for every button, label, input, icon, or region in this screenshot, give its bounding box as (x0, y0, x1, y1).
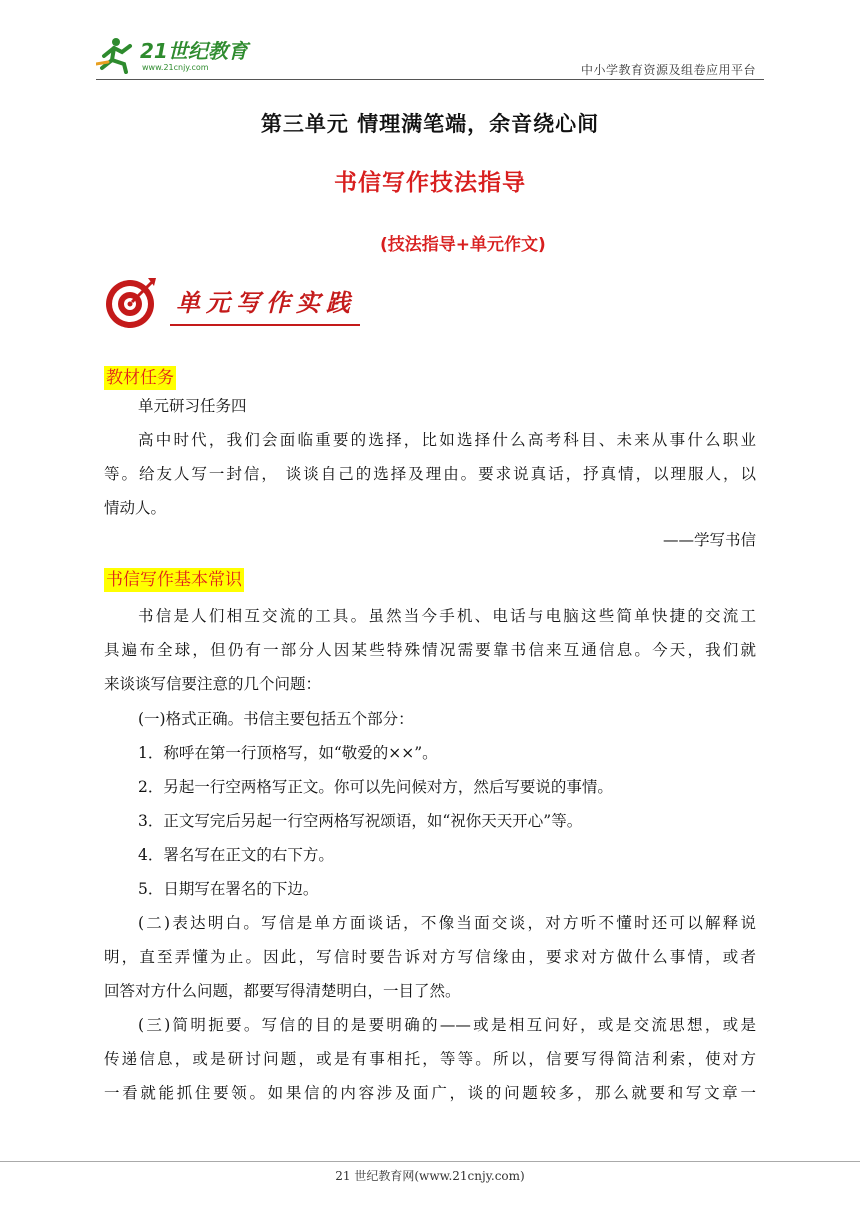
banner-underline (170, 324, 360, 326)
brevity-line-2: 传递信息，或是研讨问题，或是有事相托，等等。所以，信要写得简洁利索，使对方 (104, 1050, 756, 1068)
format-item-5: 5．日期写在署名的下边。 (138, 880, 319, 898)
format-item-4: 4．署名写在正文的右下方。 (138, 846, 334, 864)
task-line-3: 情动人。 (104, 499, 167, 517)
logo-url: www.21cnjy.com (142, 63, 209, 72)
format-item-1: 1．称呼在第一行顶格写，如“敬爱的××”。 (138, 744, 438, 762)
intro-line-3: 来谈谈写信要注意的几个问题： (104, 675, 322, 693)
task-line-1: 高中时代，我们会面临重要的选择，比如选择什么高考科目、未来从事什么职业 (138, 431, 756, 449)
banner-title: 单元写作实践 (176, 289, 356, 317)
task-source: ——学写书信 (662, 531, 756, 549)
footer-text: 21 世纪教育网(www.21cnjy.com) (335, 1169, 525, 1183)
clarity-line-3: 回答对方什么问题，都要写得清楚明白，一目了然。 (104, 982, 461, 1000)
lesson-title: 书信写作技法指导 (334, 170, 526, 196)
runner-icon (96, 38, 130, 72)
site-logo (96, 34, 266, 76)
intro-line-1: 书信是人们相互交流的工具。虽然当今手机、电话与电脑这些简单快捷的交流工 (138, 607, 756, 625)
unit-title: 第三单元 情理满笔端，余音绕心间 (260, 112, 600, 136)
clarity-line-1: (二)表达明白。写信是单方面谈话，不像当面交谈，对方听不懂时还可以解释说 (138, 914, 756, 932)
task-label: 单元研习任务四 (138, 397, 247, 415)
brevity-line-3: 一看就能抓住要领。如果信的内容涉及面广，谈的问题较多，那么就要和写文章一 (104, 1084, 756, 1102)
footer-divider (0, 1161, 860, 1162)
section-heading-task: 教材任务 (106, 368, 174, 388)
intro-line-2: 具遍布全球，但仍有一部分人因某些特殊情况需要靠书信来互通信息。今天，我们就 (104, 641, 756, 659)
target-icon (106, 278, 156, 328)
section-heading-basics: 书信写作基本常识 (106, 570, 242, 590)
format-item-3: 3．正文写完后另起一行空两格写祝颂语，如“祝你天天开心”等。 (138, 812, 583, 830)
format-item-2: 2．另起一行空两格写正文。你可以先问候对方，然后写要说的事情。 (138, 778, 613, 796)
lesson-subtitle: (技法指导+单元作文) (380, 235, 546, 255)
logo-text: 21世纪教育 (140, 39, 248, 63)
task-line-2: 等。给友人写一封信， 谈谈自己的选择及理由。要求说真话，抒真情，以理服人，以 (104, 465, 756, 483)
platform-name: 中小学教育资源及组卷应用平台 (580, 63, 756, 77)
format-title: (一)格式正确。书信主要包括五个部分： (138, 710, 414, 728)
brevity-line-1: (三)简明扼要。写信的目的是要明确的——或是相互问好，或是交流思想，或是 (138, 1016, 756, 1034)
header-divider (96, 79, 764, 80)
clarity-line-2: 明，直至弄懂为止。因此，写信时要告诉对方写信缘由，要求对方做什么事情，或者 (104, 948, 756, 966)
